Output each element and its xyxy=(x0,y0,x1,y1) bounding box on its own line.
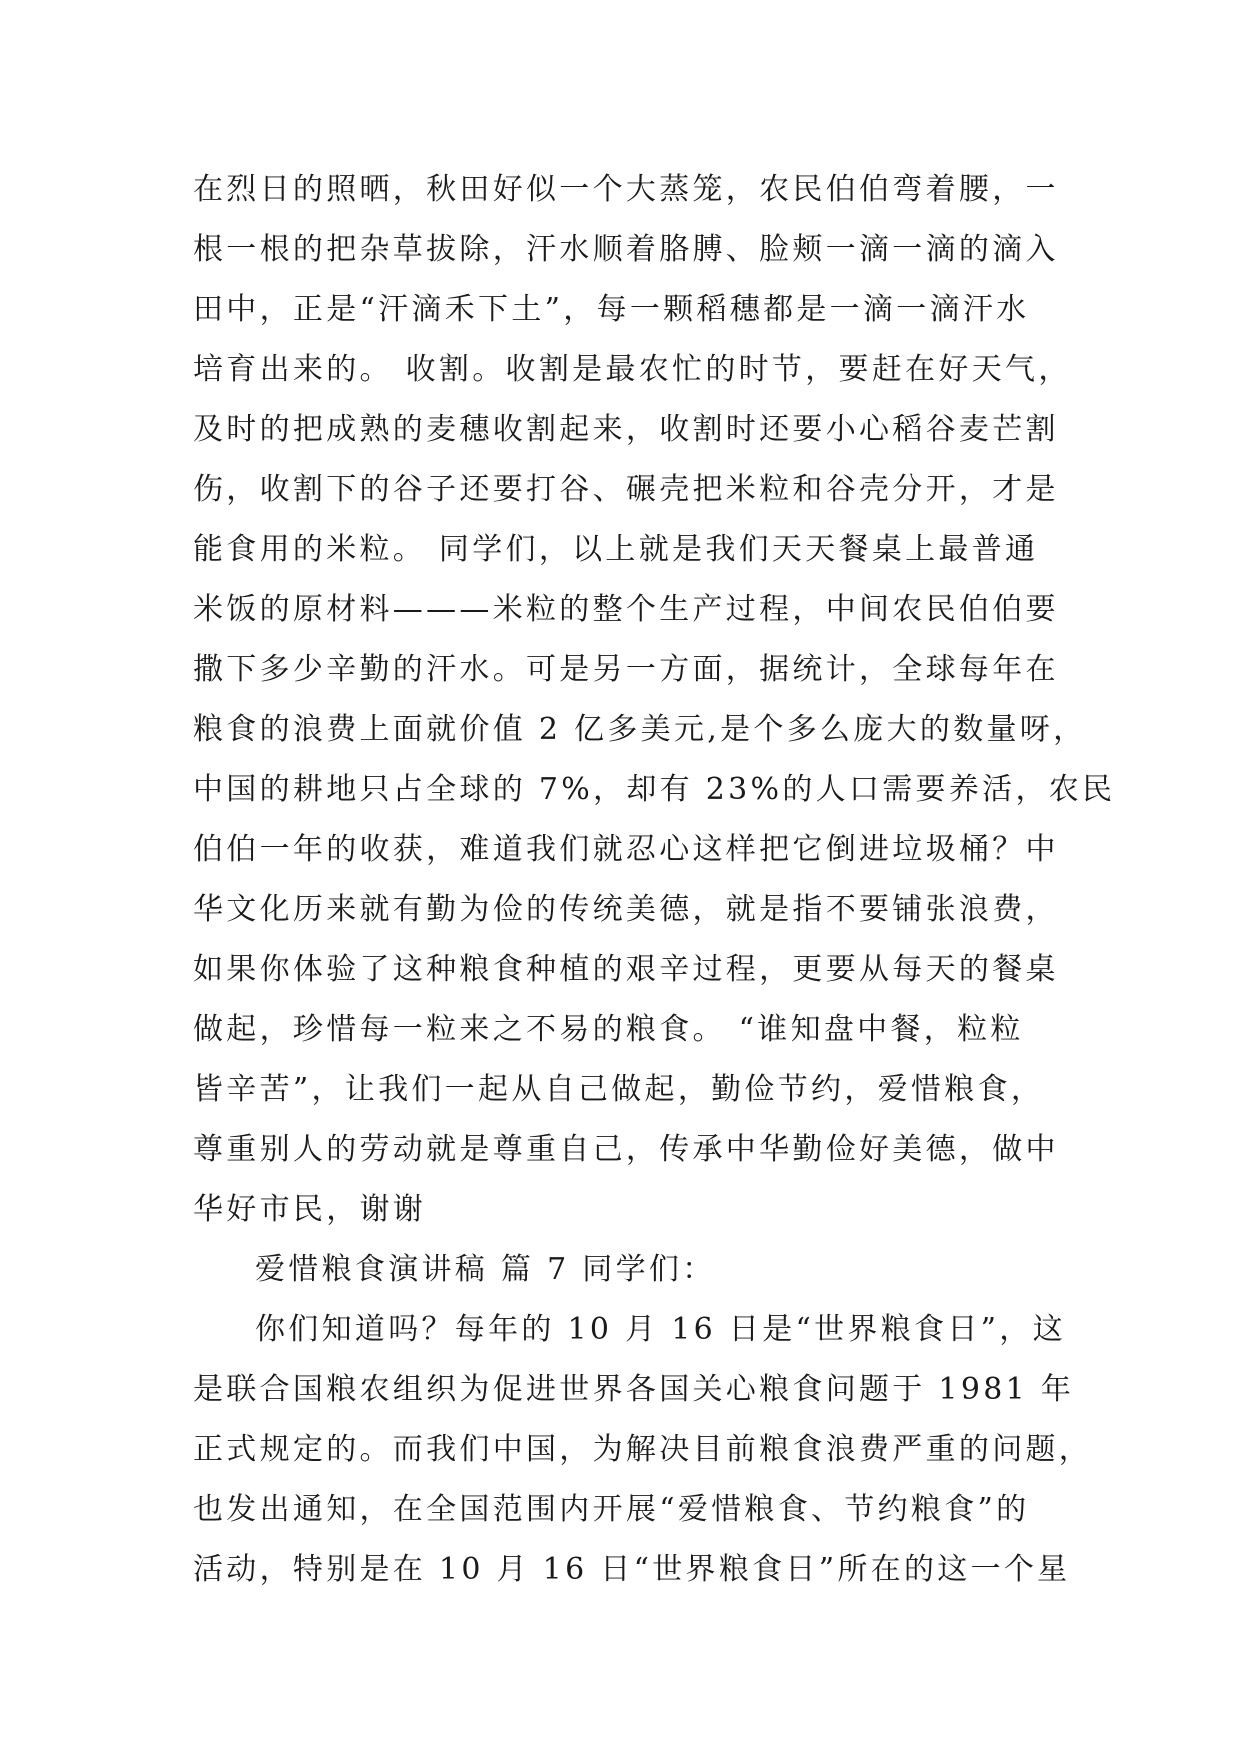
text-line: 田中，正是“汗滴禾下土”，每一颗稻穗都是一滴一滴汗水 xyxy=(193,292,1030,327)
text-line: 活动，特别是在 10 月 16 日“世界粮食日”所在的这一个星 xyxy=(193,1552,1071,1587)
text-line: 粮食的浪费上面就价值 2 亿多美元,是个多么庞大的数量呀， xyxy=(193,712,1087,747)
text-line: 培育出来的。 收割。收割是最农忙的时节，要赶在好天气， xyxy=(193,352,1072,387)
text-line: 皆辛苦”，让我们一起从自己做起，勤俭节约，爱惜粮食， xyxy=(193,1072,1045,1107)
text-line: 尊重别人的劳动就是尊重自己，传承中华勤俭好美德，做中 xyxy=(193,1132,1059,1167)
section-heading: 爱惜粮食演讲稿 篇 7 同学们： xyxy=(255,1252,716,1287)
text-line: 是联合国粮农组织为促进世界各国关心粮食问题于 1981 年 xyxy=(193,1372,1075,1407)
text-line: 撒下多少辛勤的汗水。可是另一方面，据统计，全球每年在 xyxy=(193,652,1059,687)
text-line: 米饭的原材料———米粒的整个生产过程，中间农民伯伯要 xyxy=(193,592,1059,627)
text-line: 能食用的米粒。 同学们，以上就是我们天天餐桌上最普通 xyxy=(193,532,1039,567)
text-line: 华好市民，谢谢 xyxy=(193,1192,427,1227)
text-line: 正式规定的。而我们中国，为解决目前粮食浪费严重的问题， xyxy=(193,1432,1093,1467)
text-line: 你们知道吗？每年的 10 月 16 日是“世界粮食日”，这 xyxy=(255,1312,1066,1347)
text-line: 也发出通知，在全国范围内开展“爱惜粮食、节约粮食”的 xyxy=(193,1492,1030,1527)
text-line: 伤，收割下的谷子还要打谷、碾壳把米粒和谷壳分开，才是 xyxy=(193,472,1059,507)
text-line: 华文化历来就有勤为俭的传统美德，就是指不要铺张浪费， xyxy=(193,892,1059,927)
text-line: 中国的耕地只占全球的 7%，却有 23%的人口需要养活，农民 xyxy=(193,772,1116,807)
text-line: 做起，珍惜每一粒来之不易的粮食。 “谁知盘中餐，粒粒 xyxy=(193,1012,1024,1047)
text-line: 如果你体验了这种粮食种植的艰辛过程，更要从每天的餐桌 xyxy=(193,952,1059,987)
body-text xyxy=(193,160,1116,1600)
text-line: 及时的把成熟的麦穗收割起来，收割时还要小心稻谷麦芒割 xyxy=(193,412,1059,447)
text-line: 伯伯一年的收获，难道我们就忍心这样把它倒进垃圾桶？中 xyxy=(193,832,1059,867)
text-line: 根一根的把杂草拔除，汗水顺着胳膊、脸颊一滴一滴的滴入 xyxy=(193,232,1059,267)
text-line: 在烈日的照晒，秋田好似一个大蒸笼，农民伯伯弯着腰，一 xyxy=(193,172,1059,207)
